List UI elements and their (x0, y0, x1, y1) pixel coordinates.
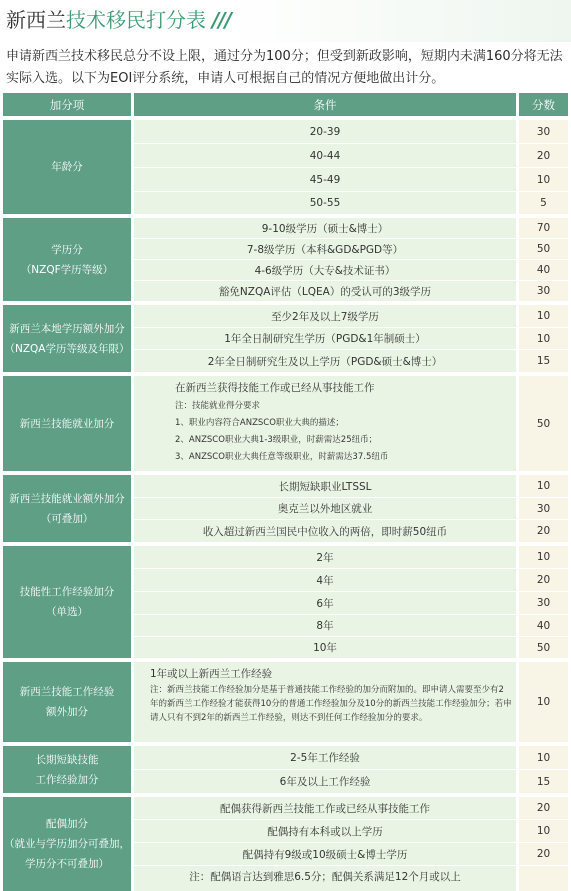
table-cell-condition: 4-6级学历（大专&技术证书） (254, 264, 396, 277)
category-skilled-job: 新西兰技能就业加分 (3, 376, 131, 471)
table-cell-score: 20 (536, 848, 551, 860)
title-slashes-decoration: /// (212, 8, 231, 32)
nz-study-scores (519, 305, 568, 372)
table-cell-condition: 配偶持有本科或以上学历 (267, 825, 383, 838)
table-cell-score: 30 (536, 597, 551, 609)
partner-conditions (134, 797, 516, 891)
table-cell-score: 20 (536, 802, 551, 814)
table-cell-condition: 6年 (316, 597, 334, 610)
table-cell-score: 15 (536, 775, 551, 788)
header-condition: 条件 (134, 93, 516, 116)
table-cell-condition: 配偶持有9级或10级硕士&博士学历 (242, 848, 408, 861)
table-cell-condition: 收入超过新西兰国民中位收入的两倍，即时薪50纽币 (202, 525, 448, 538)
table-cell-condition: 豁免NZQA评估（LQEA）的受认可的3级学历 (218, 285, 432, 298)
table-cell-score: 30 (536, 285, 551, 297)
row-divider (519, 865, 568, 866)
category-nz-work-experience: 新西兰技能工作经验 额外加分 (3, 662, 131, 742)
shortage-exp-scores (519, 746, 568, 793)
table-cell-score: 40 (536, 264, 551, 276)
header-score: 分数 (519, 93, 568, 116)
work-exp-conditions (134, 546, 516, 658)
table-cell-score: 10 (536, 310, 551, 322)
table-cell-score: 40 (536, 619, 551, 632)
nz-study-conditions (134, 305, 516, 372)
table-cell-condition: 2-5年工作经验 (290, 752, 360, 764)
title-bar (0, 0, 571, 42)
table-cell-score: 30 (536, 502, 551, 515)
table-cell-condition: 6年及以上工作经验 (279, 776, 371, 788)
skilled-job-note: 3、ANZSCO职业大典任意等级职业，时薪需达37.5纽币 (175, 452, 389, 462)
nz-work-exp-note: 注：新西兰技能工作经验加分是基于普通技能工作经验的加分而附加的。即申请人需要至少有2年的新西兰工作经验才能获得10分的普通工作经验加分及10分的新西兰技能工作经验加分；若申请人只有不到2年的新西兰工作经验，则达不到任何工作经验加分的要求。 (150, 685, 512, 723)
table-cell-score: 10 (536, 751, 551, 764)
age-scores (519, 120, 568, 214)
table-cell-score: 10 (536, 825, 551, 837)
table-cell-score: 20 (536, 149, 551, 162)
shortage-exp-conditions (134, 746, 516, 793)
category-nz-study: 新西兰本地学历额外加分 （NZQA学历等级及年限） (3, 305, 131, 372)
category-education: 学历分 （NZQF学历等级） (3, 218, 131, 301)
table-cell-condition: 奥克兰以外地区就业 (277, 503, 373, 515)
page-title (6, 6, 231, 34)
partner-footer-note: 注：配偶语言达到雅思6.5分；配偶关系满足12个月或以上 (189, 870, 461, 883)
skilled-job-scores (519, 376, 568, 471)
table-cell-score: 10 (536, 696, 551, 708)
job-bonus-conditions (134, 475, 516, 542)
table-cell-condition: 配偶获得新西兰技能工作或已经从事技能工作 (220, 802, 430, 815)
category-age: 年龄分 (3, 120, 131, 214)
table-cell-score: 15 (536, 355, 551, 367)
table-cell-score: 50 (536, 641, 551, 654)
category-shortage-experience: 长期短缺技能 工作经验加分 (3, 746, 131, 793)
skilled-job-notes (175, 380, 510, 464)
table-cell-condition: 45-49 (309, 173, 341, 186)
category-work-experience: 技能性工作经验加分 （单选） (3, 546, 131, 658)
table-cell-score: 70 (536, 222, 551, 234)
table-cell-score: 5 (540, 197, 547, 209)
table-cell-score: 10 (536, 332, 551, 345)
nz-work-exp-main: 1年或以上新西兰工作经验 (150, 668, 273, 680)
table-cell-score: 50 (536, 243, 551, 255)
skilled-job-note: 注：技能就业得分要求 (175, 401, 261, 411)
skilled-job-main: 在新西兰获得技能工作或已经从事技能工作 (175, 382, 375, 394)
table-cell-condition: 2年全日制研究生及以上学历（PGD&硕士&博士） (207, 355, 443, 368)
skilled-job-note: 1、职业内容符合ANZSCO职业大典的描述； (175, 418, 344, 428)
intro-paragraph: 申请新西兰技术移民总分不设上限，通过分为100分；但受到新政影响，短期内未满160分将无法实际入选。以下为EOI评分系统，申请人可根据自己的情况方便地做出计分。 (6, 49, 563, 86)
age-conditions (134, 120, 516, 214)
table-cell-score: 20 (536, 574, 551, 586)
job-bonus-scores (519, 475, 568, 542)
title-highlight: 技术移民打分表 (66, 8, 206, 32)
nz-work-exp-scores (519, 662, 568, 742)
table-cell-condition: 9-10级学历（硕士&博士） (261, 222, 389, 235)
table-cell-condition: 20-39 (309, 125, 341, 138)
nz-work-exp-notes (150, 666, 512, 725)
table-cell-condition: 8年 (316, 620, 334, 632)
category-partner: 配偶加分 （就业与学历加分可叠加， 学历分不可叠加） (3, 797, 131, 891)
table-cell-condition: 4年 (316, 574, 334, 587)
education-scores (519, 218, 568, 301)
table-cell-score: 10 (536, 480, 551, 492)
table-cell-score: 10 (536, 173, 551, 186)
table-cell-condition: 1年全日制研究生学历（PGD&1年制硕士） (224, 333, 426, 345)
score-table (3, 93, 568, 891)
work-exp-scores (519, 546, 568, 658)
table-cell-score: 50 (536, 417, 551, 430)
table-cell-condition: 50-55 (309, 197, 341, 209)
partner-scores (519, 797, 568, 891)
table-cell-condition: 7-8级学历（本科&GD&PGD等） (246, 243, 404, 256)
table-cell-condition: 40-44 (309, 149, 341, 162)
skilled-job-conditions (134, 376, 516, 471)
table-cell-condition: 10年 (313, 642, 337, 654)
header-item: 加分项 (3, 93, 131, 116)
title-prefix: 新西兰 (6, 8, 66, 32)
table-cell-score: 30 (536, 125, 551, 138)
table-cell-condition: 2年 (316, 551, 334, 564)
table-cell-condition: 长期短缺职业LTSSL (278, 480, 372, 493)
skilled-job-note: 2、ANZSCO职业大典1-3级职业，时薪需达25纽币； (175, 435, 378, 445)
education-conditions (134, 218, 516, 301)
category-job-bonus: 新西兰技能就业额外加分 （可叠加） (3, 475, 131, 542)
nz-work-exp-conditions (134, 662, 516, 742)
table-cell-condition: 至少2年及以上7级学历 (271, 310, 379, 323)
table-cell-score: 20 (536, 525, 551, 537)
table-cell-score: 10 (536, 551, 551, 563)
